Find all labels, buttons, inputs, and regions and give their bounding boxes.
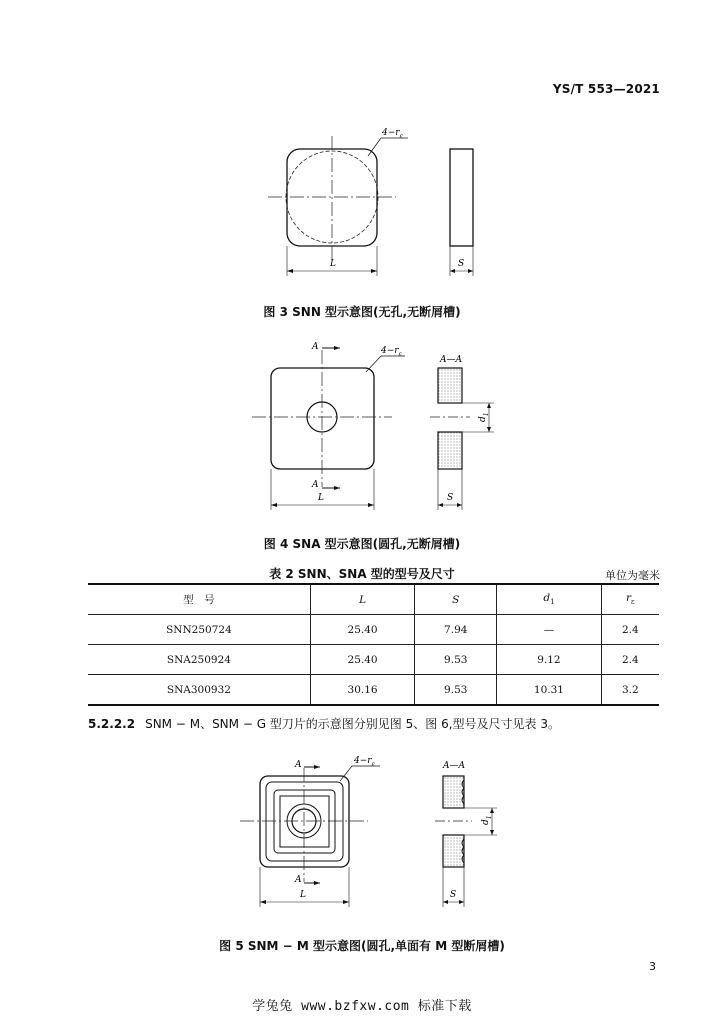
- section-number: 5.2.2.2: [88, 717, 136, 731]
- figure-4-caption: 图 4 SNA 型示意图(圆孔,无断屑槽): [263, 537, 461, 551]
- section-mark-bottom: A: [312, 480, 319, 490]
- section-lower: [443, 835, 464, 867]
- side-view: [450, 149, 473, 246]
- section-lower: [438, 432, 462, 469]
- section-title: A—A: [440, 355, 462, 365]
- dim-S-label: S: [450, 890, 457, 900]
- corner-radius-label: $4-r_\varepsilon$: [382, 128, 403, 140]
- table-row: SNN250724 25.40 7.94 — 2.4: [88, 615, 659, 645]
- section-paragraph: [88, 715, 560, 732]
- section-mark-bottom: A: [295, 875, 302, 885]
- table-row: SNA300932 30.16 9.53 10.31 3.2: [88, 675, 659, 706]
- chipbreaker-mid: [274, 790, 335, 853]
- col-header-L: L: [310, 584, 414, 615]
- figure-4-drawing: [0, 338, 724, 518]
- figure-5-caption: 图 5 SNM − M 型示意图(圆孔,单面有 M 型断屑槽): [219, 939, 505, 953]
- figure-5-drawing: [0, 752, 724, 912]
- dim-d1-label: $d_1$: [478, 412, 490, 422]
- insert-outline: [271, 368, 374, 469]
- figure-3-caption: 图 3 SNN 型示意图(无孔,无断屑槽): [263, 305, 461, 319]
- section-upper: [443, 776, 464, 808]
- section-mark-top: A: [312, 342, 319, 352]
- table-header-row: [88, 584, 659, 615]
- col-header-S: S: [415, 584, 497, 615]
- chipbreaker-outer: [266, 782, 343, 861]
- corner-radius-label: $4-r_\varepsilon$: [381, 346, 402, 358]
- figure-3-drawing: [0, 120, 724, 290]
- section-upper: [438, 368, 462, 403]
- col-header-d1: $d_1$: [497, 584, 601, 615]
- standard-number: YS/T 553—2021: [552, 82, 660, 96]
- table-2-title: 表 2 SNN、SNA 型的型号及尺寸: [269, 567, 455, 581]
- table-unit-note: 单位为毫米: [605, 569, 660, 582]
- section-title: A—A: [443, 761, 465, 771]
- table-2: [88, 583, 659, 706]
- dim-d1-label: $d_1$: [481, 815, 493, 825]
- page-number: 3: [649, 960, 656, 973]
- dim-L-label: L: [318, 493, 324, 503]
- corner-radius-label: $4-r_\varepsilon$: [354, 756, 375, 768]
- dim-S-label: S: [447, 493, 454, 503]
- section-text: SNM − M、SNM − G 型刀片的示意图分别见图 5、图 6,型号及尺寸见表 3。: [145, 717, 560, 731]
- table-row: SNA250924 25.40 9.53 9.12 2.4: [88, 645, 659, 675]
- footer-watermark: 学兔兔 www.bzfxw.com 标准下载: [252, 999, 472, 1014]
- col-header-r: $r_\varepsilon$: [601, 584, 659, 615]
- dim-S-label: S: [458, 259, 465, 269]
- col-header-model: 型 号: [88, 584, 310, 615]
- dim-L-label: L: [300, 890, 306, 900]
- dim-L-label: L: [330, 259, 336, 269]
- section-mark-top: A: [295, 760, 302, 770]
